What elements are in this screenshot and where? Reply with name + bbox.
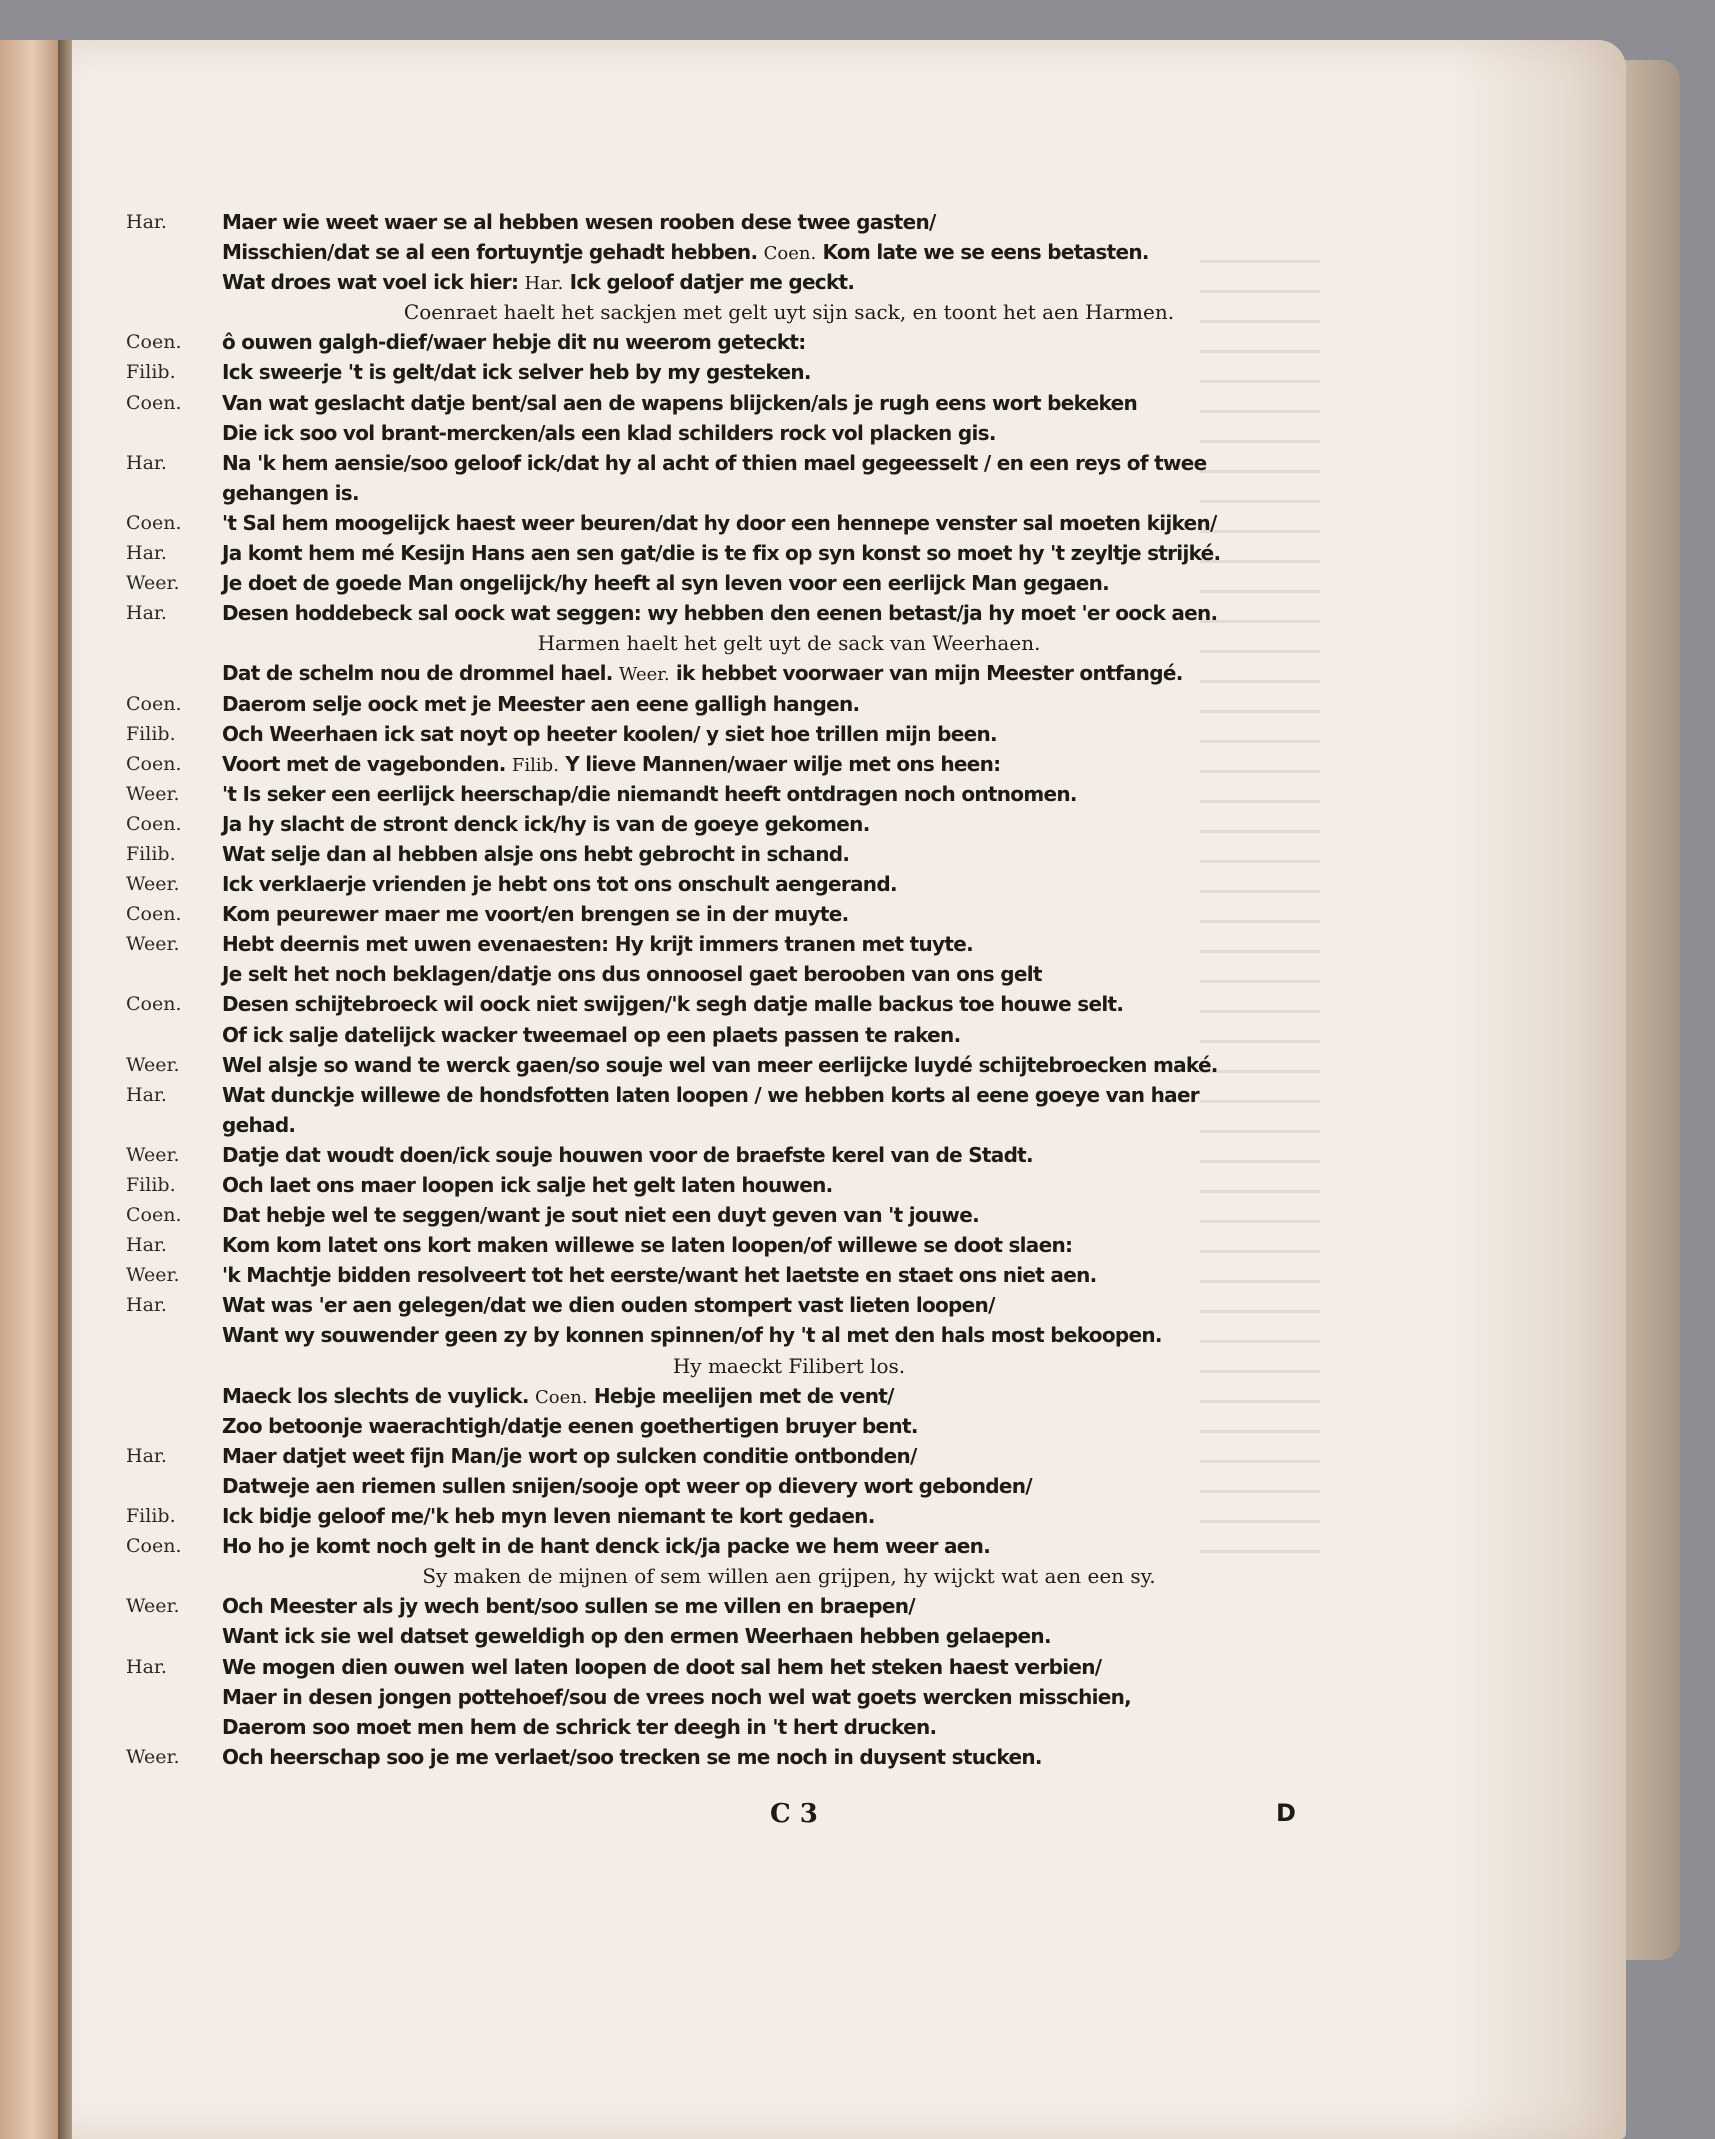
line-text-part: Och Weerhaen ick sat noyt op heeter koolen/ y siet hoe trillen mijn been.: [222, 721, 997, 746]
dialogue-line: [126, 508, 1356, 538]
line-text-part: Wat dunckje willewe de hondsfotten laten loopen / we hebben korts al eene goeye van haer: [222, 1082, 1199, 1107]
line-text-part: Kom peurewer maer me voort/en brengen se in der muyte.: [222, 902, 849, 927]
line-text-part: Wel alsje so wand te werck gaen/so souje wel van meer eerlijcke luydé schijtebroecken maké.: [222, 1052, 1218, 1077]
dialogue-line: [126, 989, 1356, 1019]
speaker-name: Har.: [126, 1655, 167, 1678]
dialogue-line: [126, 1381, 1356, 1411]
speaker-name: Coen.: [126, 692, 182, 715]
dialogue-line: [126, 207, 1356, 237]
line-text: [222, 779, 1077, 809]
line-text: [222, 478, 359, 508]
speaker-name: Coen.: [126, 331, 182, 354]
speaker-name: Coen.: [126, 391, 182, 414]
stage-direction-text: [222, 1561, 1356, 1591]
speaker-name: Filib.: [126, 722, 176, 745]
dialogue-line: [126, 779, 1356, 809]
line-text: [222, 839, 849, 869]
line-text: [222, 869, 897, 899]
line-text-part: Of ick salje datelijck wacker tweemael op een plaets passen te raken.: [222, 1022, 961, 1047]
line-text: [222, 1591, 915, 1621]
line-text-part: Kom late we se eens betasten.: [822, 240, 1149, 265]
line-text: [222, 598, 1217, 628]
book-gutter: [58, 40, 72, 2139]
dialogue-line: [126, 1140, 1356, 1170]
line-text-part: Zoo betoonje waerachtigh/datje eenen goethertigen bruyer bent.: [222, 1413, 918, 1438]
line-text: [222, 1531, 990, 1561]
dialogue-line: [126, 448, 1356, 478]
line-text: [222, 899, 849, 929]
line-text: [222, 719, 997, 749]
speaker-name: Coen.: [126, 993, 182, 1016]
dialogue-line: [126, 1110, 1356, 1140]
speaker-name: Weer.: [126, 782, 180, 805]
speaker-name: Weer.: [126, 1053, 180, 1076]
catchword: D: [1276, 1799, 1296, 1827]
line-text: [222, 1020, 960, 1050]
stage-direction: [126, 1561, 1356, 1591]
dialogue-line: [126, 1260, 1356, 1290]
line-text: [222, 1381, 894, 1413]
line-text-part: Maer in desen jongen pottehoef/sou de vrees noch wel wat goets wercken misschien,: [222, 1684, 1132, 1709]
line-text-part: 'k Machtje bidden resolveert tot het eerste/want het laetste en staet ons niet aen.: [222, 1263, 1097, 1288]
dialogue-line: [126, 1471, 1356, 1501]
inline-speaker-name: Filib.: [511, 754, 559, 776]
speaker-name: Coen.: [126, 812, 182, 835]
line-text: [222, 538, 1220, 568]
line-text: [222, 689, 859, 719]
line-text: [222, 237, 1149, 269]
dialogue-line: [126, 1441, 1356, 1471]
line-text-part: Van wat geslacht datje bent/sal aen de wapens blijcken/als je rugh eens wort bekeken: [222, 390, 1137, 415]
dialogue-line: [126, 809, 1356, 839]
dialogue-line: [126, 327, 1356, 357]
dialogue-line: [126, 929, 1356, 959]
line-text: [222, 1742, 1042, 1772]
line-text-part: Hebje meelijen met de vent/: [593, 1383, 894, 1408]
line-text-part: Wat selje dan al hebben alsje ons hebt gebrocht in schand.: [222, 841, 850, 866]
stage-direction-text: [222, 628, 1356, 658]
line-text-part: Voort met de vagebonden.: [222, 751, 506, 776]
line-text-part: Ja komt hem mé Kesijn Hans aen sen gat/die is te fix op syn konst so moet hy 't zeyltje strijké.: [222, 541, 1221, 566]
speaker-name: Weer.: [126, 1264, 180, 1287]
speaker-name: Filib.: [126, 361, 176, 384]
dialogue-line: [126, 1742, 1356, 1772]
dialogue-line: [126, 1621, 1356, 1651]
speaker-name: Weer.: [126, 1143, 180, 1166]
dialogue-line: [126, 418, 1356, 448]
line-text-part: Want wy souwender geen zy by konnen spinnen/of hy 't al met den hals most bekoopen.: [222, 1323, 1162, 1348]
line-text-part: 't Is seker een eerlijck heerschap/die niemandt heeft ontdragen noch ontnomen.: [222, 781, 1077, 806]
line-text: [222, 1652, 1101, 1682]
signature-mark: C 3: [770, 1799, 818, 1829]
dialogue-line: [126, 1682, 1356, 1712]
line-text-part: Wat droes wat voel ick hier:: [222, 270, 519, 295]
line-text: [222, 357, 811, 387]
line-text: [222, 1140, 1033, 1170]
stage-direction: [126, 628, 1356, 658]
line-text-part: Ja hy slacht de stront denck ick/hy is van de goeye gekomen.: [222, 811, 870, 836]
line-text-part: 't Sal hem moogelijck haest weer beuren/dat hy door een hennepe venster sal moeten kijken/: [222, 510, 1217, 535]
line-text-part: Dat hebje wel te seggen/want je sout niet een duyt geven van 't jouwe.: [222, 1203, 979, 1228]
speaker-name: Coen.: [126, 511, 182, 534]
line-text-part: Want ick sie wel datset geweldigh op den ermen Weerhaen hebben gelaepen.: [222, 1624, 1051, 1649]
dialogue-line: [126, 538, 1356, 568]
line-text-part: Je selt het noch beklagen/datje ons dus onnoosel gaet berooben van ons gelt: [222, 962, 1042, 987]
dialogue-line: [126, 1501, 1356, 1531]
line-text: [222, 1682, 1131, 1712]
line-text-part: Y lieve Mannen/waer wilje met ons heen:: [565, 751, 1001, 776]
speaker-name: Filib.: [126, 842, 176, 865]
line-text-part: Maer datjet weet fijn Man/je wort op sulcken conditie ontbonden/: [222, 1443, 917, 1468]
dialogue-line: [126, 959, 1356, 989]
stage-direction-text: [222, 297, 1356, 327]
dialogue-line: [126, 1080, 1356, 1110]
line-text: [222, 1050, 1218, 1080]
dialogue-text-block: [126, 207, 1356, 1772]
line-text-part: Och laet ons maer loopen ick salje het gelt laten houwen.: [222, 1173, 833, 1197]
line-text-part: ô ouwen galgh-dief/waer hebje dit nu weerom geteckt:: [222, 330, 806, 355]
line-text: [222, 448, 1206, 478]
line-text-part: Daerom selje oock met je Meester aen eene galligh hangen.: [222, 691, 860, 716]
dialogue-line: [126, 689, 1356, 719]
dialogue-line: [126, 658, 1356, 688]
dialogue-line: [126, 1230, 1356, 1260]
line-text-part: Hy maeckt Filibert los.: [672, 1353, 906, 1378]
dialogue-line: [126, 1020, 1356, 1050]
line-text: [222, 929, 973, 959]
line-text: [222, 327, 806, 357]
dialogue-line: [126, 1170, 1356, 1200]
inline-speaker-name: Har.: [524, 273, 564, 295]
line-text: [222, 989, 1123, 1019]
line-text: [222, 1170, 833, 1200]
dialogue-line: [126, 388, 1356, 418]
line-text: [222, 1621, 1051, 1651]
dialogue-line: [126, 749, 1356, 779]
dialogue-line: [126, 1290, 1356, 1320]
line-text-part: gehangen is.: [222, 480, 359, 505]
line-text: [222, 658, 1183, 690]
line-text-part: Desen hoddebeck sal oock wat seggen: wy hebben den eenen betast/ja hy moet 'er oock aen.: [222, 601, 1218, 626]
dialogue-line: [126, 839, 1356, 869]
line-text: [222, 1471, 1032, 1501]
stage-direction: [126, 1351, 1356, 1381]
speaker-name: Weer.: [126, 1745, 180, 1768]
line-text: [222, 1080, 1199, 1110]
dialogue-line: [126, 237, 1356, 267]
dialogue-line: [126, 1652, 1356, 1682]
speaker-name: Filib.: [126, 1174, 176, 1196]
line-text-part: Maer wie weet waer se al hebben wesen rooben dese twee gasten/: [222, 210, 936, 234]
line-text: [222, 1260, 1097, 1290]
inline-speaker-name: Coen.: [763, 243, 817, 265]
dialogue-line: [126, 357, 1356, 387]
line-text-part: Ick sweerje 't is gelt/dat ick selver heb by my gesteken.: [222, 360, 811, 385]
line-text-part: Ick verklaerje vrienden je hebt ons tot ons onschult aengerand.: [222, 872, 897, 897]
inline-speaker-name: Weer.: [618, 664, 670, 686]
line-text-part: Je doet de goede Man ongelijck/hy heeft al syn leven voor een eerlijck Man gegaen.: [222, 571, 1110, 596]
line-text-part: Datje dat woudt doen/ick souje houwen voor de braefste kerel van de Stadt.: [222, 1142, 1033, 1167]
line-text: [222, 1411, 918, 1441]
line-text: [222, 1712, 936, 1742]
speaker-name: Coen.: [126, 903, 182, 926]
line-text-part: Ick geloof datjer me geckt.: [569, 270, 855, 295]
dialogue-line: [126, 869, 1356, 899]
line-text-part: Daerom soo moet men hem de schrick ter deegh in 't hert drucken.: [222, 1714, 937, 1739]
line-text-part: Och heerschap soo je me verlaet/soo trecken se me noch in duysent stucken.: [222, 1744, 1042, 1769]
line-text-part: Ick bidje geloof me/'k heb myn leven niemant te kort gedaen.: [222, 1504, 875, 1529]
speaker-name: Filib.: [126, 1505, 176, 1528]
line-text-part: Misschien/dat se al een fortuyntje gehadt hebben.: [222, 240, 758, 265]
line-text-part: Ho ho je komt noch gelt in de hant denck ick/ja packe we hem weer aen.: [222, 1534, 991, 1559]
line-text-part: Datweje aen riemen sullen snijen/sooje opt weer op dievery wort gebonden/: [222, 1473, 1032, 1498]
dialogue-line: [126, 1712, 1356, 1742]
line-text: [222, 1290, 995, 1320]
line-text-part: ik hebbet voorwaer van mijn Meester ontfangé.: [675, 661, 1183, 686]
line-text: [222, 418, 996, 448]
line-text: [222, 388, 1137, 418]
line-text: [222, 809, 870, 839]
speaker-name: Har.: [126, 542, 167, 565]
line-text-part: Sy maken de mijnen of sem willen aen grijpen, hy wijckt wat aen een sy.: [422, 1564, 1156, 1589]
speaker-name: Har.: [126, 1294, 167, 1317]
line-text-part: Maeck los slechts de vuylick.: [222, 1383, 529, 1408]
speaker-name: Har.: [126, 602, 167, 625]
line-text-part: Och Meester als jy wech bent/soo sullen se me villen en braepen/: [222, 1594, 915, 1619]
line-text: [222, 1200, 979, 1230]
line-text-part: Kom kom latet ons kort maken willewe se laten loopen/of willewe se doot slaen:: [222, 1233, 1073, 1258]
line-text: [222, 568, 1109, 598]
line-text-part: Desen schijtebroeck wil oock niet swijgen/'k segh datje malle backus toe houwe selt.: [222, 992, 1124, 1017]
dialogue-line: [126, 1591, 1356, 1621]
speaker-name: Har.: [126, 1444, 167, 1467]
page-edge-shadow: [1450, 40, 1626, 2139]
speaker-name: Weer.: [126, 933, 180, 956]
line-text-part: Coenraet haelt het sackjen met gelt uyt sijn sack, en toont het aen Harmen.: [403, 300, 1175, 325]
line-text-part: We mogen dien ouwen wel laten loopen de doot sal hem het steken haest verbien/: [222, 1654, 1102, 1679]
dialogue-line: [126, 598, 1356, 628]
line-text-part: Dat de schelm nou de drommel hael.: [222, 661, 613, 686]
dialogue-line: [126, 1200, 1356, 1230]
speaker-name: Har.: [126, 451, 167, 474]
line-text-part: Na 'k hem aensie/soo geloof ick/dat hy al acht of thien mael gegeesselt / en een reys of twee: [222, 450, 1207, 475]
dialogue-line: [126, 568, 1356, 598]
dialogue-line: [126, 1411, 1356, 1441]
line-text: [222, 207, 936, 237]
speaker-name: Coen.: [126, 1204, 182, 1227]
line-text: [222, 1230, 1072, 1260]
line-text: [222, 1441, 917, 1471]
speaker-name: Har.: [126, 1083, 167, 1106]
line-text-part: Die ick soo vol brant-mercken/als een klad schilders rock vol placken gis.: [222, 420, 996, 445]
line-text-part: Harmen haelt het gelt uyt de sack van Weerhaen.: [537, 631, 1041, 656]
line-text: [222, 267, 854, 299]
dialogue-line: [126, 267, 1356, 297]
line-text: [222, 1110, 295, 1140]
speaker-name: Har.: [126, 1234, 167, 1257]
dialogue-line: [126, 1320, 1356, 1350]
inline-speaker-name: Coen.: [534, 1386, 588, 1408]
line-text: [222, 1320, 1162, 1350]
line-text-part: gehad.: [222, 1112, 296, 1137]
speaker-name: Coen.: [126, 752, 182, 775]
dialogue-line: [126, 1531, 1356, 1561]
left-page-edge: [0, 40, 60, 2139]
dialogue-line: [126, 478, 1356, 508]
stage-direction-text: [222, 1351, 1356, 1381]
line-text-part: Hebt deernis met uwen evenaesten: Hy krijt immers tranen met tuyte.: [222, 932, 973, 957]
line-text-part: Wat was 'er aen gelegen/dat we dien ouden stompert vast lieten loopen/: [222, 1293, 995, 1318]
stage-direction: [126, 297, 1356, 327]
line-text: [222, 1501, 875, 1531]
line-text: [222, 749, 1000, 781]
line-text: [222, 959, 1042, 989]
speaker-name: Weer.: [126, 572, 180, 595]
dialogue-line: [126, 899, 1356, 929]
line-text: [222, 508, 1217, 538]
speaker-name: Weer.: [126, 873, 180, 896]
speaker-name: Weer.: [126, 1595, 180, 1618]
speaker-name: Har.: [126, 211, 167, 233]
dialogue-line: [126, 1050, 1356, 1080]
speaker-name: Coen.: [126, 1535, 182, 1558]
dialogue-line: [126, 719, 1356, 749]
